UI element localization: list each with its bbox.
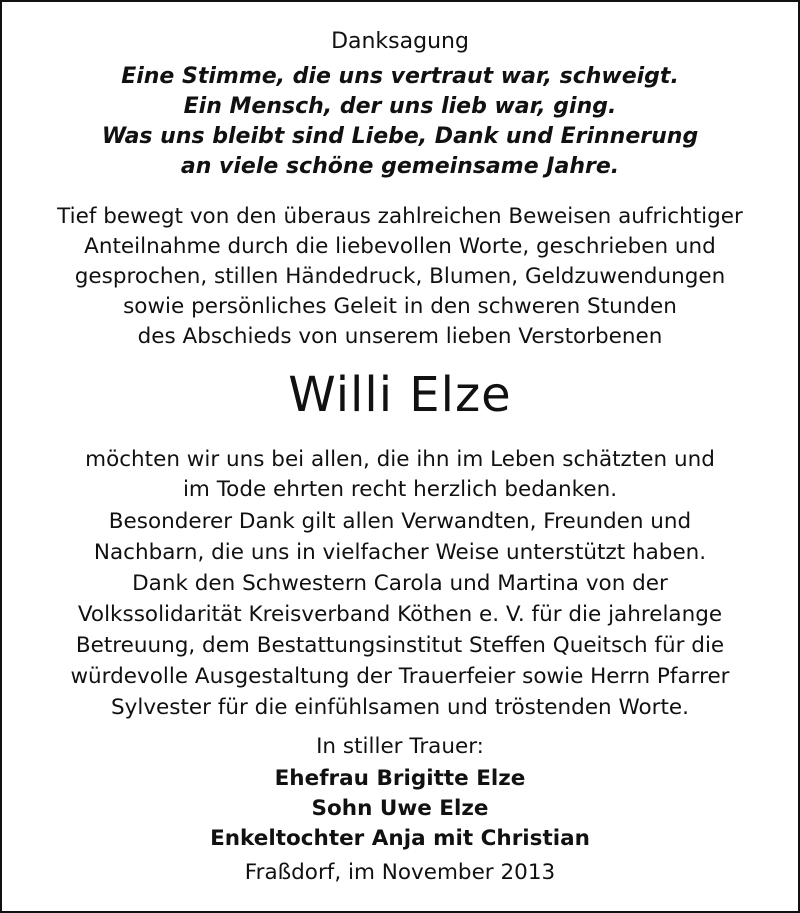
mourner-name: Sohn Uwe Elze	[311, 796, 489, 821]
quote-line: Was uns bleibt sind Liebe, Dank und Erinnerung	[101, 124, 699, 149]
quote-line: Eine Stimme, die uns vertraut war, schweigt.	[121, 64, 679, 89]
thanks-line: Sylvester für die einfühlsamen und tröstenden Worte.	[110, 695, 689, 720]
mourning-label: In stiller Trauer:	[316, 734, 484, 759]
thanks-line: im Tode ehrten recht herzlich bedanken.	[182, 477, 618, 502]
intro-line: sowie persönliches Geleit in den schweren Stunden	[123, 294, 677, 319]
thanks-line: Dank den Schwestern Carola und Martina von der	[132, 571, 668, 596]
thanks-line: Besonderer Dank gilt allen Verwandten, Freunden und	[108, 509, 692, 534]
intro-line: Tief bewegt von den überaus zahlreichen Beweisen aufrichtiger	[57, 204, 743, 229]
intro-line: des Abschieds von unserem lieben Verstorbenen	[137, 324, 663, 349]
thanks-line: Nachbarn, die uns in vielfacher Weise unterstützt haben.	[93, 540, 707, 565]
thanks-line: Betreuung, dem Bestattungsinstitut Steffen Queitsch für die	[75, 633, 725, 658]
quote-line: an viele schöne gemeinsame Jahre.	[180, 154, 620, 179]
thanks-line: Volkssolidarität Kreisverband Köthen e. V. für die jahrelange	[77, 602, 723, 627]
quote-line: Ein Mensch, der uns lieb war, ging.	[183, 94, 617, 119]
thanks-line: möchten wir uns bei allen, die ihn im Leben schätzten und	[85, 447, 715, 472]
notice-heading: Danksagung	[331, 29, 469, 54]
place-date: Fraßdorf, im November 2013	[244, 860, 556, 885]
thanks-line: würdevolle Ausgestaltung der Trauerfeier sowie Herrn Pfarrer	[70, 664, 730, 689]
mourner-name: Ehefrau Brigitte Elze	[274, 766, 526, 791]
intro-line: gesprochen, stillen Händedruck, Blumen, Geldzuwendungen	[74, 264, 726, 289]
intro-line: Anteilnahme durch die liebevollen Worte, geschrieben und	[84, 234, 716, 259]
mourner-name: Enkeltochter Anja mit Christian	[210, 826, 590, 851]
deceased-name: Willi Elze	[288, 367, 512, 423]
